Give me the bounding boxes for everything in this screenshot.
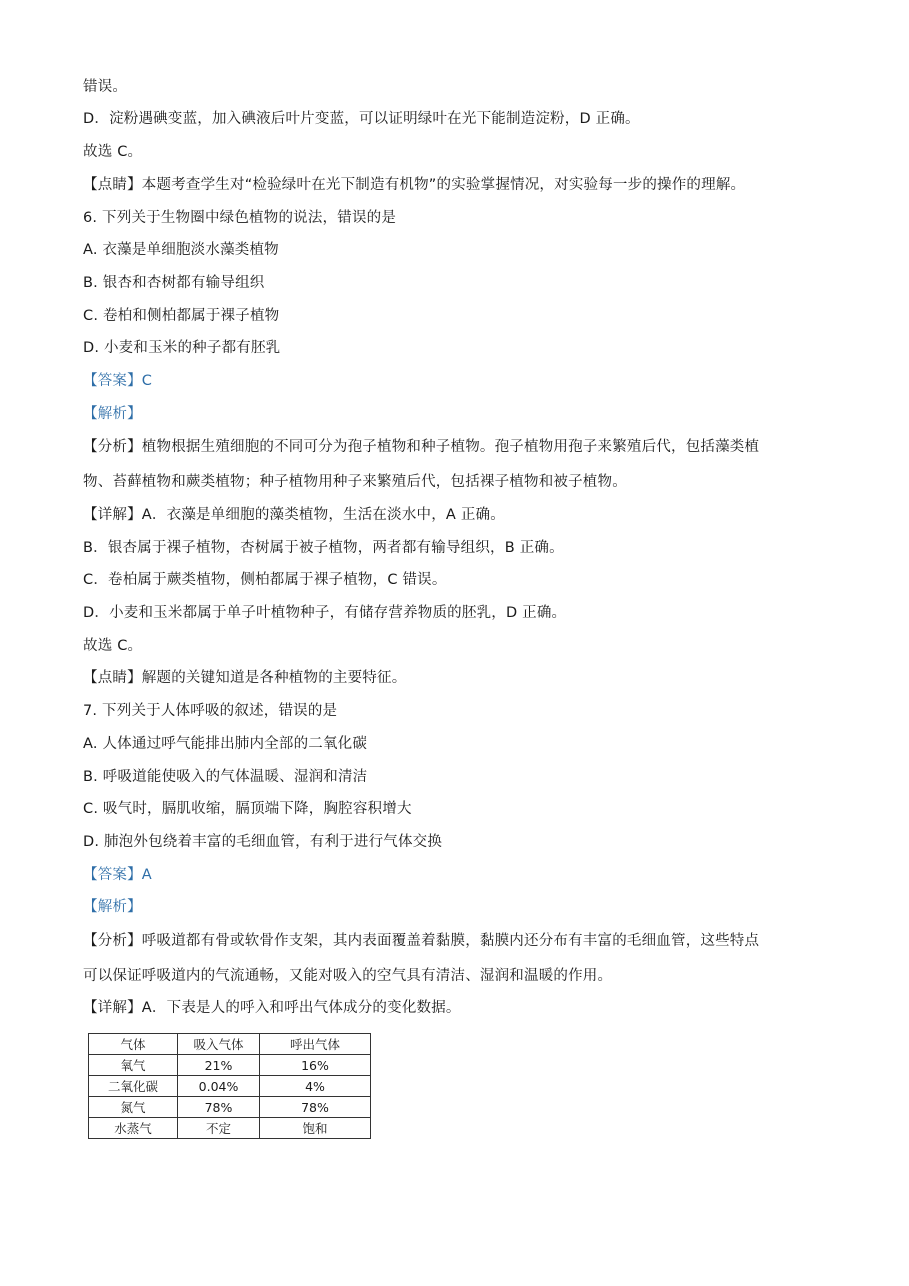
table-row bbox=[89, 1118, 371, 1139]
text-line: B．银杏属于裸子植物，杏树属于被子植物，两者都有输导组织，B 正确。 bbox=[83, 540, 564, 556]
table-cell: 氮气 bbox=[89, 1097, 178, 1118]
question-7-title: 7. 下列关于人体呼吸的叙述，错误的是 bbox=[83, 703, 338, 719]
option-c: C. 卷柏和侧柏都属于裸子植物 bbox=[83, 308, 280, 324]
text-line: 物、苔藓植物和蕨类植物；种子植物用种子来繁殖后代，包括裸子植物和被子植物。 bbox=[83, 474, 627, 490]
table-cell: 不定 bbox=[178, 1118, 260, 1139]
text-line: 【详解】A．衣藻是单细胞的藻类植物，生活在淡水中，A 正确。 bbox=[83, 507, 505, 523]
table-cell: 16% bbox=[260, 1055, 371, 1076]
table-cell: 4% bbox=[260, 1076, 371, 1097]
table-cell: 78% bbox=[260, 1097, 371, 1118]
analysis-label: 【解析】 bbox=[83, 899, 142, 915]
option-b: B. 银杏和杏树都有输导组织 bbox=[83, 275, 265, 291]
text-line: 错误。 bbox=[83, 79, 128, 95]
text-line: 【分析】植物根据生殖细胞的不同可分为孢子植物和种子植物。孢子植物用孢子来繁殖后代，包括藻类植 bbox=[83, 439, 760, 455]
table-cell: 21% bbox=[178, 1055, 260, 1076]
text-line: 【分析】呼吸道都有骨或软骨作支架，其内表面覆盖着黏膜，黏膜内还分布有丰富的毛细血管，这些特点 bbox=[83, 933, 760, 949]
table-cell: 二氧化碳 bbox=[89, 1076, 178, 1097]
option-b: B. 呼吸道能使吸入的气体温暖、湿润和清洁 bbox=[83, 769, 368, 785]
table-header-cell: 吸入气体 bbox=[178, 1034, 260, 1055]
option-c: C. 吸气时，膈肌收缩，膈顶端下降，胸腔容积增大 bbox=[83, 801, 412, 817]
table-cell: 氧气 bbox=[89, 1055, 178, 1076]
table-header-cell: 呼出气体 bbox=[260, 1034, 371, 1055]
table-row bbox=[89, 1076, 371, 1097]
table-row bbox=[89, 1097, 371, 1118]
table-header-row bbox=[89, 1034, 371, 1055]
text-line: 【点睛】本题考查学生对“检验绿叶在光下制造有机物”的实验掌握情况，对实验每一步的操作的理解。 bbox=[83, 177, 746, 193]
text-line: 故选 C。 bbox=[83, 144, 143, 160]
option-a: A. 衣藻是单细胞淡水藻类植物 bbox=[83, 242, 279, 258]
question-6-title: 6. 下列关于生物圈中绿色植物的说法，错误的是 bbox=[83, 210, 397, 226]
text-line: 【详解】A．下表是人的呼入和呼出气体成分的变化数据。 bbox=[83, 1000, 461, 1016]
table-header-cell: 气体 bbox=[89, 1034, 178, 1055]
text-line: 【点睛】解题的关键知道是各种植物的主要特征。 bbox=[83, 670, 407, 686]
option-d: D. 小麦和玉米的种子都有胚乳 bbox=[83, 340, 281, 356]
table-row bbox=[89, 1055, 371, 1076]
table-cell: 78% bbox=[178, 1097, 260, 1118]
text-line: 可以保证呼吸道内的气流通畅，又能对吸入的空气具有清洁、湿润和温暖的作用。 bbox=[83, 968, 613, 984]
table-cell: 饱和 bbox=[260, 1118, 371, 1139]
table-cell: 0.04% bbox=[178, 1076, 260, 1097]
table-cell: 水蒸气 bbox=[89, 1118, 178, 1139]
text-line: D．小麦和玉米都属于单子叶植物种子，有储存营养物质的胚乳，D 正确。 bbox=[83, 605, 567, 621]
text-line: D．淀粉遇碘变蓝，加入碘液后叶片变蓝，可以证明绿叶在光下能制造淀粉，D 正确。 bbox=[83, 111, 640, 127]
text-line: 故选 C。 bbox=[83, 638, 143, 654]
text-line: C．卷柏属于蕨类植物，侧柏都属于裸子植物，C 错误。 bbox=[83, 572, 447, 588]
option-a: A. 人体通过呼气能排出肺内全部的二氧化碳 bbox=[83, 736, 368, 752]
answer-label: 【答案】A bbox=[83, 867, 152, 883]
option-d: D. 肺泡外包绕着丰富的毛细血管，有利于进行气体交换 bbox=[83, 834, 443, 850]
answer-label: 【答案】C bbox=[83, 373, 153, 389]
analysis-label: 【解析】 bbox=[83, 406, 142, 422]
gas-composition-table bbox=[88, 1033, 371, 1139]
